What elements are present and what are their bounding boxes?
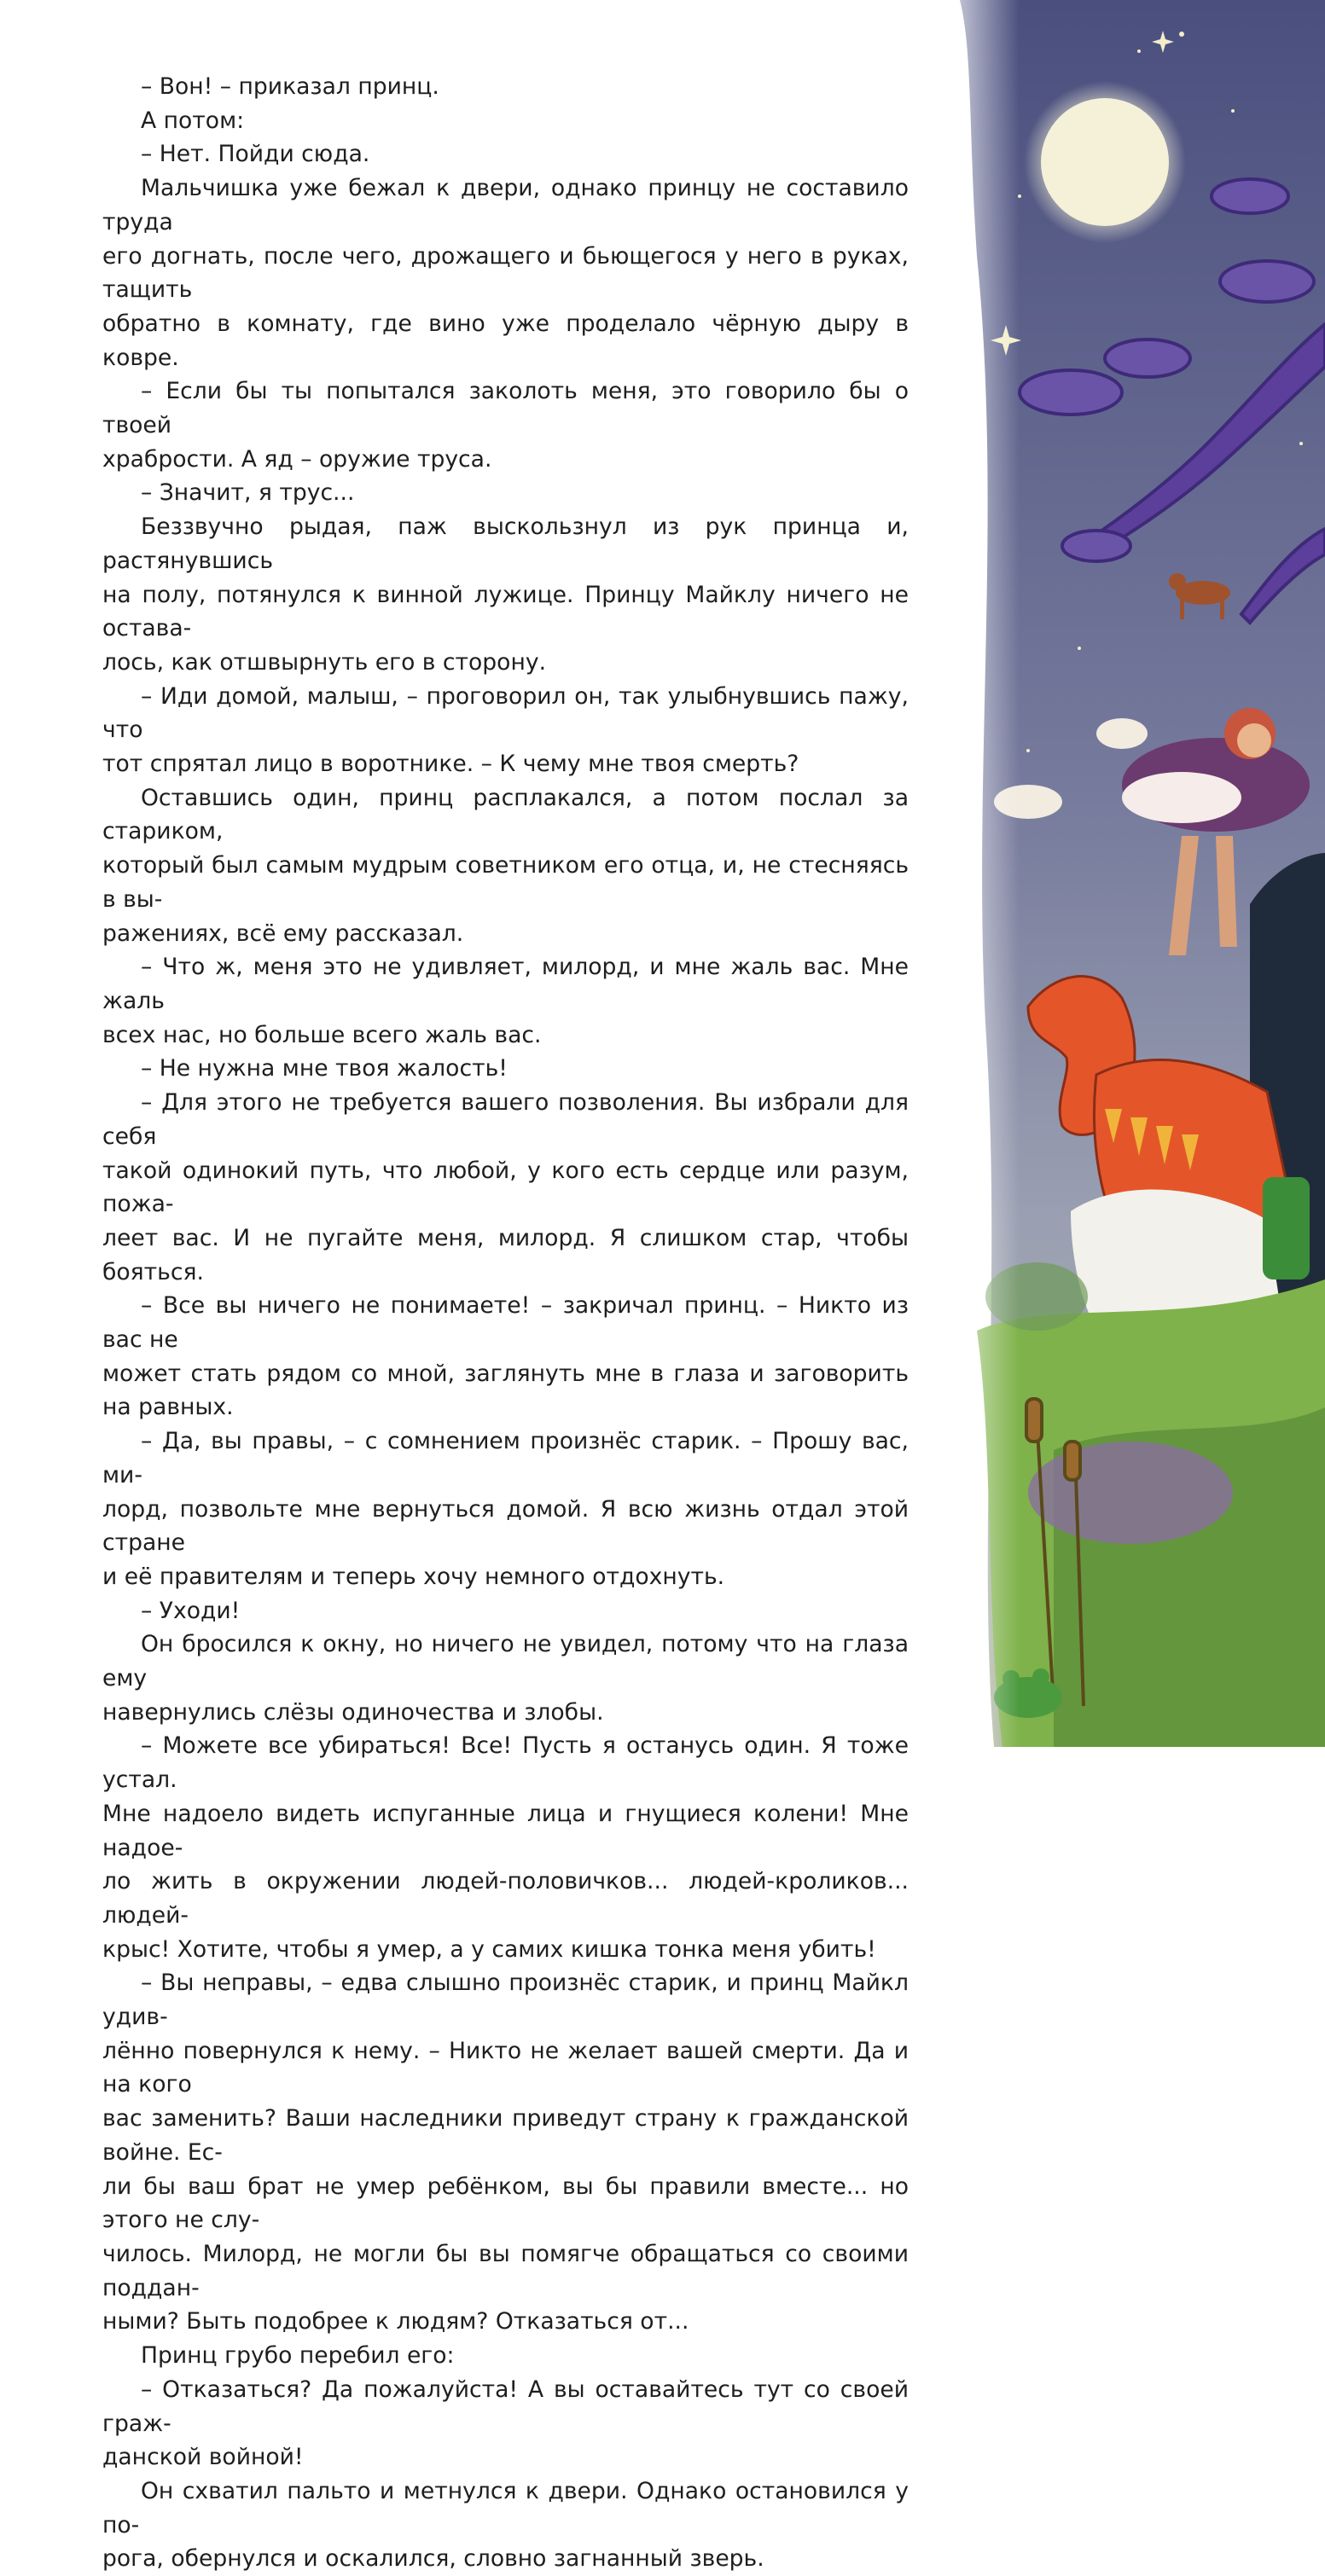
paper-edge-fade bbox=[926, 0, 1020, 1747]
paragraph: А потом: bbox=[141, 107, 245, 134]
paragraph: Беззвучно рыдая, паж выскользнул из рук принца и, растянувшись на полу, потянулся к винной лужице. Принцу Майклу ничего не остава- лось, как отшвырнуть его в сторону. bbox=[102, 513, 909, 676]
moon bbox=[1024, 81, 1186, 243]
paragraph: Мальчишка уже бежал к двери, однако принцу не составило труда его догнать, после чего, дрожащего и бьющегося у него в руках, тащить обратно в комнату, где вино уже проделало чёрную дыру в ковре. bbox=[102, 175, 909, 371]
paragraph: Принц грубо перебил его: bbox=[141, 2342, 455, 2370]
paragraph: – Нет. Пойди сюда. bbox=[141, 141, 370, 168]
paragraph: – Можете все убираться! Все! Пусть я останусь один. Я тоже устал. Мне надоело видеть испуганные лица и гнущиеся колени! Мне надое- ло жить в окружении людей-половичков... людей-кроликов... людей- крыс! Хотите, чтобы я умер, а у самих кишка тонка меня убить! bbox=[102, 1732, 909, 1963]
meadow bbox=[977, 1262, 1325, 1747]
paragraph: – Иди домой, малыш, – проговорил он, так улыбнувшись пажу, что тот спрятал лицо в воротнике. – К чему мне твоя смерть? bbox=[102, 682, 909, 778]
paragraph: – Вон! – приказал принц. bbox=[141, 73, 439, 100]
paragraph: – Отказаться? Да пожалуйста! А вы оставайтесь тут со своей граж- данской войной! bbox=[102, 2376, 909, 2471]
paragraph: Он схватил пальто и метнулся к двери. Однако остановился у по- рога, обернулся и оскалился, словно загнанный зверь. bbox=[102, 2477, 909, 2573]
paragraph: – Да, вы правы, – с сомнением произнёс старик. – Прошу вас, ми- лорд, позвольте мне вернуться домой. Я всю жизнь отдал этой стране и её правителям и теперь хочу немного отдохнуть. bbox=[102, 1428, 909, 1590]
paragraph: – Что ж, меня это не удивляет, милорд, и мне жаль вас. Мне жаль всех нас, но больше всего жаль вас. bbox=[102, 954, 909, 1048]
paragraph: – Для этого не требуется вашего позволения. Вы избрали для себя такой одинокий путь, что любой, у кого есть сердце или разум, пожа- леет вас. И не пугайте меня, милорд. Я слишком стар, чтобы бояться. bbox=[102, 1089, 909, 1285]
paragraph: – Уходи! bbox=[141, 1597, 241, 1624]
paragraph: Он бросился к окну, но ничего не увидел, потому что на глаза ему навернулись слёзы одиночества и злобы. bbox=[102, 1631, 909, 1726]
paragraph: – Не нужна мне твоя жалость! bbox=[141, 1055, 508, 1082]
paragraph: – Все вы ничего не понимаете! – закричал принц. – Никто из вас не может стать рядом со мной, заглянуть мне в глаза и заговорить на равных. bbox=[102, 1292, 909, 1421]
night-procession-illustration bbox=[926, 0, 1325, 1747]
paragraph: Оставшись один, принц расплакался, а потом послал за стариком, который был самым мудрым советником его отца, и, не стесняясь в вы- ражениях, всё ему рассказал. bbox=[102, 784, 909, 947]
story-text bbox=[102, 70, 909, 2576]
paragraph: – Если бы ты попытался заколоть меня, это говорило бы о твоей храбрости. А яд – оружие труса. bbox=[102, 378, 909, 473]
paragraph: – Значит, я трус... bbox=[141, 479, 355, 507]
paragraph: – Вы неправы, – едва слышно произнёс старик, и принц Майкл удив- лённо повернулся к нему. – Никто не желает вашей смерти. Да и на кого вас заменить? Ваши наследники приведут страну к гражданской войне. Ес- ли бы ваш брат не умер ребёнком, вы бы правили вместе... но этого не слу- чилось. Милорд, не могли бы вы помягче обращаться со своими поддан- ными? Быть подобрее к людям? Отказаться от... bbox=[102, 1970, 909, 2335]
